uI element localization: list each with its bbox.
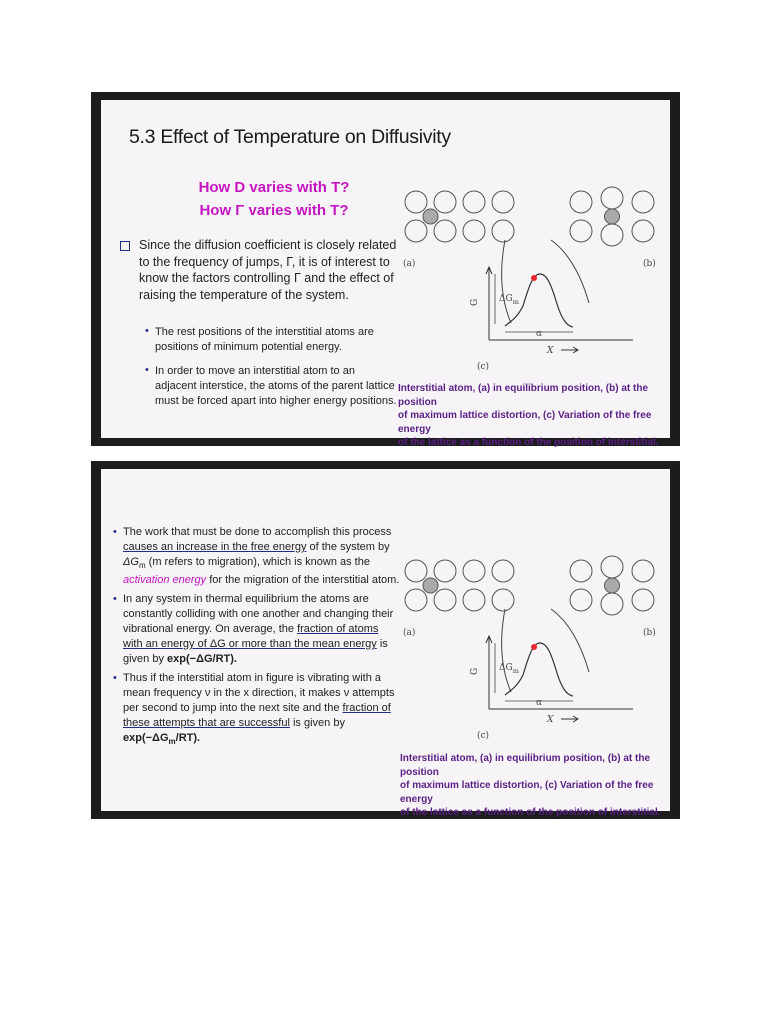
main-bullet-line: Since the diffusion coefficient is closely related (139, 238, 397, 252)
label-a: (a) (403, 259, 416, 269)
text-span: is (376, 638, 388, 651)
bullet-dot-icon: • (113, 672, 117, 685)
text-line: constantly colliding with one another and changing their (123, 608, 394, 621)
interstitial-figure (401, 557, 663, 747)
text-span: for the migration of the interstitial atom. (206, 574, 400, 587)
bullet-dot-icon: • (145, 325, 149, 337)
lattice-a (405, 560, 514, 611)
text-line (123, 716, 413, 731)
g-axis-label: G (470, 667, 480, 675)
text-line (123, 637, 413, 652)
atom-marker-icon (531, 644, 537, 650)
slide-2-text (113, 525, 416, 749)
lattice-b (570, 556, 654, 615)
exp-formula (123, 731, 413, 749)
subscript: m (138, 561, 146, 571)
bullet-dot-icon: • (145, 364, 149, 376)
bullet-frequency (113, 671, 413, 749)
activation-energy-term: activation energy (123, 574, 207, 587)
label-a: (a) (403, 628, 416, 638)
arc-from-b (551, 240, 589, 303)
bullet-dot-icon: • (113, 526, 117, 538)
interstitial-figure (401, 188, 663, 378)
bullet-equilibrium (113, 592, 416, 667)
sub-bullet-line: adjacent interstice, the atoms of the parent lattice (155, 380, 395, 392)
sub-bullet-1 (155, 325, 374, 355)
text-line (123, 573, 413, 588)
arc-from-a (502, 609, 511, 692)
interstitial-atom-icon (605, 209, 620, 224)
delta-g-symbol: ΔG (123, 556, 139, 568)
bullet-dot-icon: • (113, 593, 117, 606)
x-axis-label: X (547, 346, 554, 356)
text-span: /RT). (175, 732, 201, 745)
text-line: In any system in thermal equilibrium the atoms are (123, 593, 369, 606)
text-span: per second to jump into the next site and the (123, 702, 343, 715)
caption-line: of maximum lattice distortion, (c) Variation of the free energy (398, 410, 652, 435)
label-c: (c) (477, 731, 490, 741)
question-gamma-vs-t: How Γ varies with T? (199, 202, 349, 219)
underlined-text: with an energy of ΔG or more than the mean energy (123, 638, 377, 651)
text-line (123, 555, 413, 573)
sub-bullet-line: positions of minimum potential energy. (155, 341, 342, 353)
alpha-label: α (536, 698, 543, 708)
text-span: (m refers to migration), which is known as the (145, 556, 370, 568)
text-line: The work that must be done to accomplish this process (123, 526, 392, 538)
text-span: of the system by (306, 541, 390, 553)
label-c: (c) (477, 362, 490, 372)
main-bullet-text (139, 237, 396, 303)
arc-from-a (502, 240, 511, 323)
main-bullet-line: know the factors controlling Γ and the effect of (139, 271, 394, 285)
delta-g-label: $\Delta G_m$ (499, 294, 519, 306)
slide-1-frame (91, 92, 680, 446)
question-d-vs-t: How D varies with T? (198, 179, 350, 196)
interstitial-atom-icon (605, 578, 620, 593)
main-bullet-line: raising the temperature of the system. (139, 287, 349, 302)
delta-g-label: $\Delta G_m$ (499, 663, 519, 675)
sub-bullet-line: must be forced apart into higher energy positions. (155, 395, 397, 407)
caption-line: of the lattice as a function of the position of interstitial. (400, 807, 661, 818)
underlined-text: these attempts that are successful (123, 717, 290, 730)
interstitial-atom-icon (423, 209, 438, 224)
text-span: exp(−ΔG (123, 732, 169, 745)
text-line (123, 652, 413, 667)
bullet-work (113, 525, 413, 588)
underlined-text: fraction of (342, 702, 391, 715)
alpha-label: α (536, 329, 543, 339)
x-axis-label: X (547, 715, 554, 725)
label-b: (b) (643, 628, 656, 638)
sub-bullet-2 (155, 364, 397, 409)
underlined-text: causes an increase in the free energy (123, 541, 307, 553)
underlined-text: fraction of atoms (297, 623, 379, 636)
caption-line: Interstitial atom, (a) in equilibrium position, (b) at the position (400, 753, 651, 778)
caption-line: of maximum lattice distortion, (c) Variation of the free energy (400, 780, 654, 805)
slide-2 (101, 469, 670, 818)
caption-line: Interstitial atom, (a) in equilibrium position, (b) at the position (398, 383, 649, 408)
text-span: is given by (289, 717, 345, 730)
text-line (123, 701, 413, 716)
text-line (123, 540, 413, 555)
sub-bullet-line: The rest positions of the interstitial atoms are (155, 326, 374, 338)
atom-marker-icon (531, 275, 537, 281)
exp-formula: exp(−ΔG/RT). (167, 653, 237, 666)
label-b: (b) (643, 259, 656, 269)
slide-title: 5.3 Effect of Temperature on Diffusivity (129, 126, 451, 148)
text-span: vibrational energy. On average, the (123, 623, 298, 636)
square-bullet-icon (120, 241, 130, 251)
slide-1 (101, 100, 670, 448)
text-span: given by (123, 653, 168, 666)
main-bullet-line: to the frequency of jumps, Γ, it is of interest to (139, 254, 390, 269)
g-axis-label: G (470, 298, 480, 306)
interstitial-atom-icon (423, 578, 438, 593)
text-line: mean frequency ν in the x direction, it makes ν attempts (123, 687, 395, 700)
figure-caption (398, 382, 670, 450)
caption-line: of the lattice as a function of the position of interstitial. (398, 437, 659, 448)
figure-caption (400, 752, 670, 820)
sub-bullet-line: In order to move an interstitial atom to an (155, 365, 355, 377)
text-line (123, 622, 416, 638)
subscript: m (168, 737, 176, 747)
lattice-b (570, 187, 654, 246)
text-line: Thus if the interstitial atom in figure is vibrating with a (123, 672, 382, 685)
slide-2-frame (91, 461, 680, 819)
lattice-a (405, 191, 514, 242)
arc-from-b (551, 609, 589, 672)
